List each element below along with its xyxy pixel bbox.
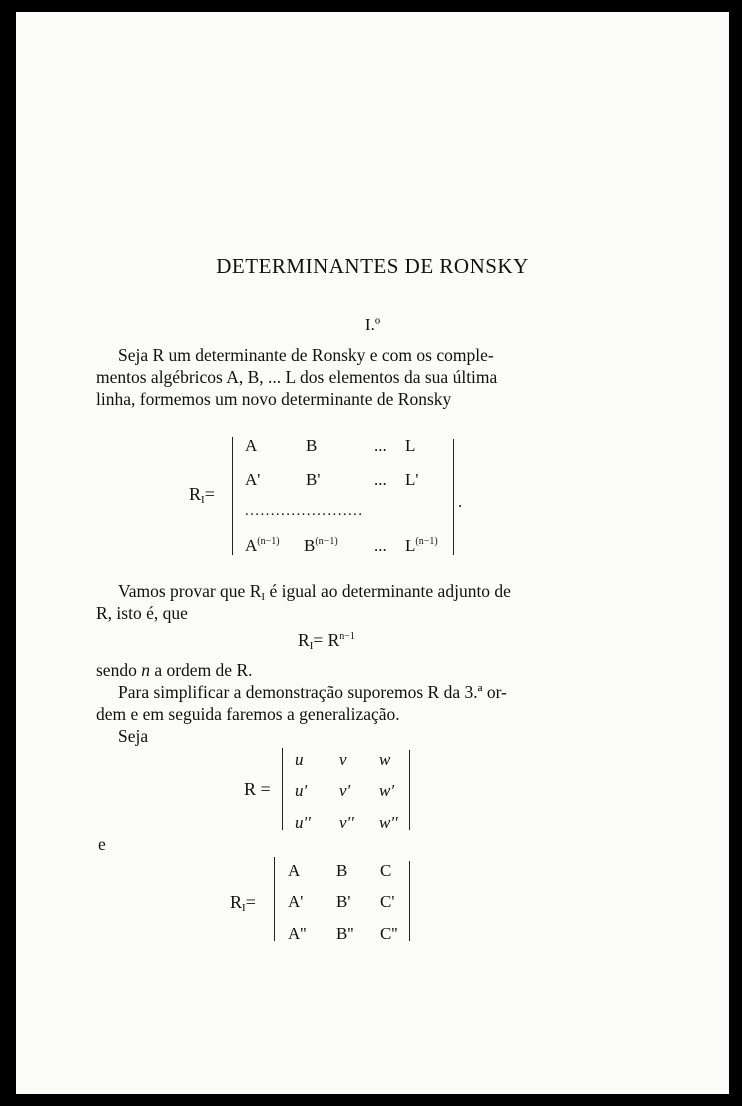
- matrix3-right-bar: [409, 861, 410, 941]
- matrix3-left-bar: [274, 857, 275, 941]
- matrix3-cell: A': [288, 892, 304, 911]
- matrix1-dots-row: .......................: [245, 503, 364, 519]
- matrix1-cell: B: [306, 436, 318, 455]
- matrix2-cell: v': [339, 781, 351, 800]
- matrix1-right-bar: [453, 439, 454, 555]
- matrix2-lhs: R =: [244, 779, 271, 799]
- matrix1-cell: ...: [374, 436, 387, 455]
- matrix1-cell: $A^{(n-1)}$: [245, 536, 280, 555]
- paragraph-3-line-4: Seja: [118, 726, 149, 746]
- conjunction-e: e: [98, 834, 106, 854]
- paragraph-1-line-1: Seja R um determinante de Ronsky e com os comple-: [118, 345, 494, 365]
- matrix2-right-bar: [409, 750, 410, 830]
- matrix2-cell: u': [295, 781, 308, 800]
- paragraph-1-line-2: mentos algébricos A, B, ... L dos elementos da sua última: [96, 367, 498, 387]
- matrix3-cell: B: [336, 861, 348, 880]
- matrix1-left-bar: [232, 437, 233, 555]
- paragraph-2-line-2: R, isto é, que: [96, 603, 188, 623]
- paragraph-3-line-3: dem e em seguida faremos a generalização.: [96, 704, 400, 724]
- matrix1-cell: $L^{(n-1)}$: [405, 536, 438, 555]
- page-title: DETERMINANTES DE RONSKY: [216, 254, 529, 278]
- matrix3-cell: A: [288, 861, 301, 880]
- matrix1-cell: A': [245, 470, 261, 489]
- matrix3-lhs: $R_I=$: [230, 892, 256, 914]
- matrix1-period: .: [458, 492, 463, 511]
- matrix1-lhs: $R_I=$: [189, 484, 215, 506]
- document-page: [16, 12, 729, 1094]
- matrix1-cell: L: [405, 436, 416, 455]
- paragraph-3-line-2: Para simplificar a demonstração suporemos R da 3.ª or-: [118, 682, 507, 702]
- matrix1-cell: A: [245, 436, 258, 455]
- matrix2-cell: v'': [339, 813, 354, 832]
- paragraph-1-line-3: linha, formemos um novo determinante de Ronsky: [96, 389, 452, 409]
- section-number: I.º: [364, 315, 381, 334]
- matrix3-cell: B'': [336, 924, 354, 943]
- matrix1-cell: L': [405, 470, 419, 489]
- matrix2-cell: w'': [379, 813, 398, 832]
- equation-r1-adjoint: $R_I= R^{n-1}$: [298, 630, 355, 652]
- matrix3-cell: C'': [380, 924, 398, 943]
- paragraph-2-line-1: Vamos provar que $R_I$ é igual ao determinante adjunto de: [118, 581, 511, 603]
- matrix2-cell: w': [379, 781, 394, 800]
- matrix2-cell: v: [339, 750, 347, 769]
- matrix1-cell: B': [306, 470, 321, 489]
- matrix1-cell: $B^{(n-1)}$: [304, 536, 338, 555]
- matrix2-cell: u'': [295, 813, 311, 832]
- matrix3-cell: B': [336, 892, 351, 911]
- matrix1-cell: ...: [374, 536, 387, 555]
- matrix2-cell: w: [379, 750, 391, 769]
- matrix1-cell: ...: [374, 470, 387, 489]
- matrix3-cell: A'': [288, 924, 307, 943]
- paragraph-3-line-1: sendo n a ordem de R.: [96, 660, 253, 680]
- matrix2-left-bar: [282, 748, 283, 830]
- matrix3-cell: C: [380, 861, 392, 880]
- matrix3-cell: C': [380, 892, 395, 911]
- matrix2-cell: u: [295, 750, 304, 769]
